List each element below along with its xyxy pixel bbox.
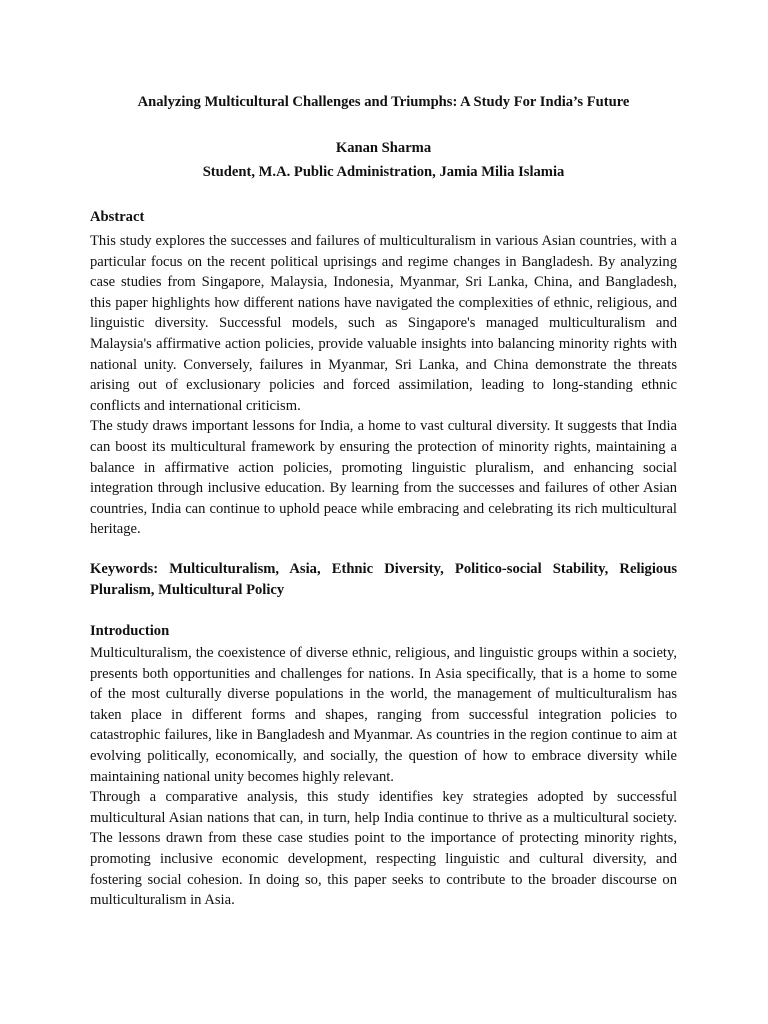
introduction-paragraph-2: Through a comparative analysis, this study identifies key strategies adopted by successful multicultural Asian nations that can, in turn, help India continue to thrive as a multicultural society. The lessons drawn from these case studies point to the importance of protecting minority rights, promoting inclusive economic development, respecting linguistic and cultural diversity, and fostering social cohesion. In doing so, this paper seeks to contribute to the broader discourse on multiculturalism in Asia. xyxy=(90,789,677,909)
abstract-paragraph-2: The study draws important lessons for India, a home to vast cultural diversity. It suggests that India can boost its multicultural framework by ensuring the protection of minority rights, maintaining a balance in affirmative action policies, promoting linguistic pluralism, and enhancing social integration through inclusive education. By learning from the successes and failures of other Asian countries, India can continue to uphold peace while embracing and celebrating its rich multicultural heritage. xyxy=(90,418,677,538)
keywords: Keywords: Multiculturalism, Asia, Ethnic Diversity, Politico-social Stability, Religious Pluralism, Multicultural Policy xyxy=(90,561,677,598)
author-name: Kanan Sharma xyxy=(335,140,432,156)
abstract-body xyxy=(90,231,677,540)
introduction-body xyxy=(90,643,677,911)
introduction-paragraph-1: Multiculturalism, the coexistence of diverse ethnic, religious, and linguistic groups within a society, presents both opportunities and challenges for nations. In Asia specifically, that is a home to some of the most culturally diverse populations in the world, the management of multiculturalism has taken place in different forms and shapes, ranging from successful integration policies to catastrophic failures, like in Bangladesh and Myanmar. As countries in the region continue to aim at evolving politically, economically, and socially, the question of how to embrace diversity while maintaining national unity becomes highly relevant. xyxy=(90,645,677,785)
paper-title: Analyzing Multicultural Challenges and Triumphs: A Study For India’s Future xyxy=(137,94,630,110)
author-affiliation: Student, M.A. Public Administration, Jamia Milia Islamia xyxy=(202,164,565,180)
abstract-paragraph-1: This study explores the successes and failures of multiculturalism in various Asian countries, with a particular focus on the recent political uprisings and regime changes in Bangladesh. By analyzing case studies from Singapore, Malaysia, Indonesia, Myanmar, Sri Lanka, China, and Bangladesh, this paper highlights how different nations have navigated the complexities of ethnic, religious, and linguistic diversity. Successful models, such as Singapore's managed multiculturalism and Malaysia's affirmative action policies, provide valuable insights into balancing minority rights with national unity. Conversely, failures in Myanmar, Sri Lanka, and China demonstrate the threats arising out of exclusionary policies and forced assimilation, leading to long-standing ethnic conflicts and international criticism. xyxy=(90,233,677,414)
introduction-heading: Introduction xyxy=(90,623,170,639)
abstract-heading: Abstract xyxy=(90,209,145,225)
